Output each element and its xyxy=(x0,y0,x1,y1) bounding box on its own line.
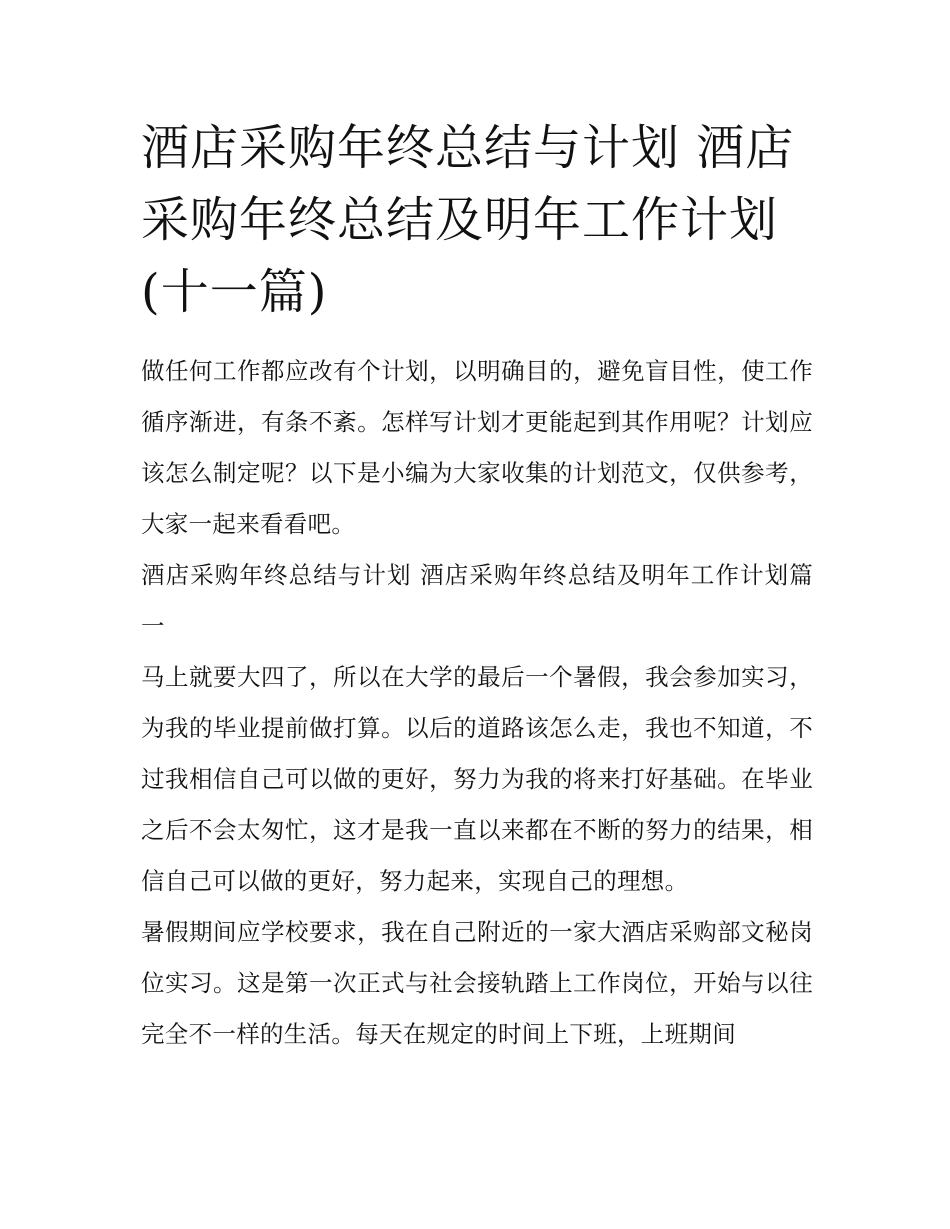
intro-paragraph: 做任何工作都应改有个计划，以明确目的，避免盲目性，使工作循序渐进，有条不紊。怎样写计划才更能起到其作用呢？计划应该怎么制定呢？以下是小编为大家收集的计划范文，仅供参考，大家一起来看看吧。 xyxy=(141,357,813,538)
body-paragraph: 暑假期间应学校要求，我在自己附近的一家大酒店采购部文秘岗位实习。这是第一次正式与社会接轨踏上工作岗位，开始与以往完全不一样的生活。每天在规定的时间上下班，上班期间 xyxy=(141,918,813,1048)
body-paragraph: 马上就要大四了，所以在大学的最后一个暑假，我会参加实习，为我的毕业提前做打算。以后的道路该怎么走，我也不知道，不过我相信自己可以做的更好，努力为我的将来打好基础。在毕业之后不会太匆忙，这才是我一直以来都在不断的努力的结果，相信自己可以做的更好，努力起来，实现自己的理想。 xyxy=(141,663,813,895)
document-title: 酒店采购年终总结与计划 酒店采购年终总结及明年工作计划(十一篇) xyxy=(141,120,795,320)
document-page xyxy=(141,112,813,1060)
section-heading: 酒店采购年终总结与计划 酒店采购年终总结及明年工作计划篇一 xyxy=(141,561,813,640)
